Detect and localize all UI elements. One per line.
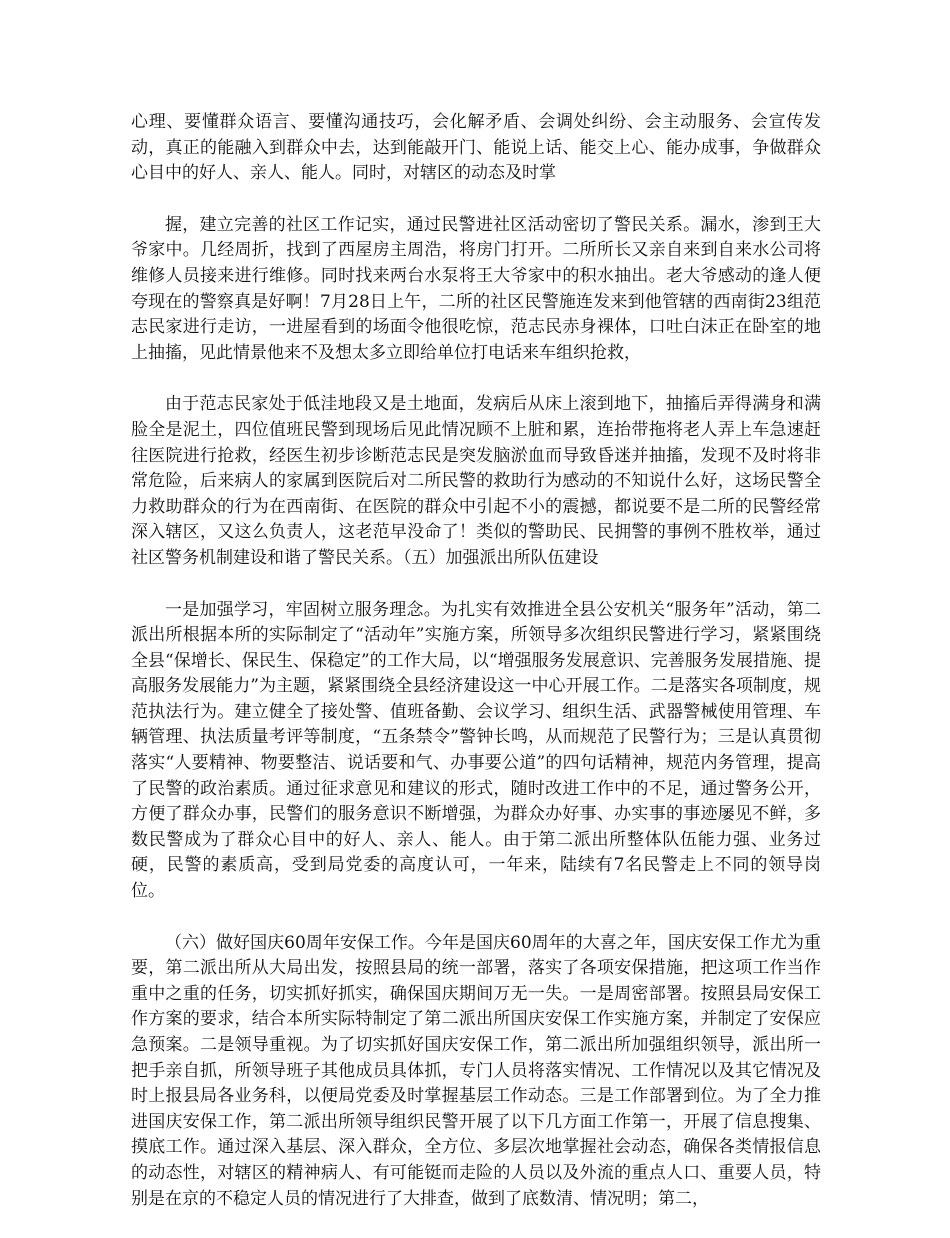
paragraph-2: 握，建立完善的社区工作记实，通过民警进社区活动密切了警民关系。漏水，渗到王大爷家中。几经周折，找到了西屋房主周浩，将房门打开。二所所长又亲自来到自来水公司将维修人员接来进行维修。同时找来两台水泵将王大爷家中的积水抽出。老大爷感动的逢人便夸现在的警察真是好啊！7月28日上午，二所的社区民警施连发来到他管辖的西南街23组范志民家进行走访，一进屋看到的场面令他很吃惊，范志民赤身裸体，口吐白沫正在卧室的地上抽搐，见此情景他来不及想太多立即给单位打电话来车组织抢救， bbox=[131, 214, 821, 363]
document-page bbox=[131, 110, 821, 1238]
paragraph-3: 由于范志民家处于低洼地段又是土地面，发病后从床上滚到地下，抽搐后弄得满身和满脸全是泥土，四位值班民警到现场后见此情况顾不上脏和累，连抬带拖将老人弄上车急速赶往医院进行抢救，经医生初步诊断范志民是突发脑淤血而导致昏迷并抽搐，发现不及时将非常危险，后来病人的家属到医院后对二所民警的救助行为感动的不知说什么好，这场民警全力救助群众的行为在西南街、在医院的群众中引起不小的震撼，都说要不是二所的民警经常深入辖区，又这么负责人，这老范早没命了！类似的警助民、民拥警的事例不胜枚举，通过社区警务机制建设和谐了警民关系。（五）加强派出所队伍建设 bbox=[131, 394, 821, 568]
paragraph-5: （六）做好国庆60周年安保工作。今年是国庆60周年的大喜之年，国庆安保工作尤为重要，第二派出所从大局出发，按照县局的统一部署，落实了各项安保措施，把这项工作当作重中之重的任务，切实抓好抓实，确保国庆期间万无一失。一是周密部署。按照县局安保工作方案的要求，结合本所实际特制定了第二派出所国庆安保工作实施方案，并制定了安保应急预案。二是领导重视。为了切实抓好国庆安保工作，第二派出所加强组织领导，派出所一把手亲自抓，所领导班子其他成员具体抓，专门人员将落实情况、工作情况以及其它情况及时上报县局各业务科，以便局党委及时掌握基层工作动态。三是工作部署到位。为了全力推进国庆安保工作，第二派出所领导组织民警开展了以下几方面工作第一，开展了信息搜集、摸底工作。通过深入基层、深入群众，全方位、多层次地掌握社会动态，确保各类情报信息的动态性，对辖区的精神病人、有可能铤而走险的人员以及外流的重点人口、重要人员，特别是在京的不稳定人员的情况进行了大排查，做到了底数清、情况明；第二， bbox=[131, 932, 821, 1209]
paragraph-1: 心理、要懂群众语言、要懂沟通技巧，会化解矛盾、会调处纠纷、会主动服务、会宣传发动，真正的能融入到群众中去，达到能敲开门、能说上话、能交上心、能办成事，争做群众心目中的好人、亲人、能人。同时，对辖区的动态及时掌 bbox=[131, 112, 821, 184]
paragraph-4: 一是加强学习，牢固树立服务理念。为扎实有效推进全县公安机关“服务年”活动，第二派出所根据本所的实际制定了“活动年”实施方案，所领导多次组织民警进行学习，紧紧围绕全县“保增长、保民生、保稳定”的工作大局，以“增强服务发展意识、完善服务发展措施、提高服务发展能力”为主题，紧紧围绕全县经济建设这一中心开展工作。二是落实各项制度，规范执法行为。建立健全了接处警、值班备勤、会议学习、组织生活、武器警械使用管理、车辆管理、执法质量考评等制度，“五条禁令”警钟长鸣，从而规范了民警行为；三是认真贯彻落实“人要精神、物要整洁、说话要和气、办事要公道”的四句话精神，规范内务管理，提高了民警的政治素质。通过征求意见和建议的形式，随时改进工作中的不足，通过警务公开，方便了群众办事，民警们的服务意识不断增强，为群众办好事、办实事的事迹屡见不鲜，多数民警成为了群众心目中的好人、亲人、能人。由于第二派出所整体队伍能力强、业务过硬，民警的素质高，受到局党委的高度认可，一年来，陆续有7名民警走上不同的领导岗位。 bbox=[131, 599, 821, 902]
